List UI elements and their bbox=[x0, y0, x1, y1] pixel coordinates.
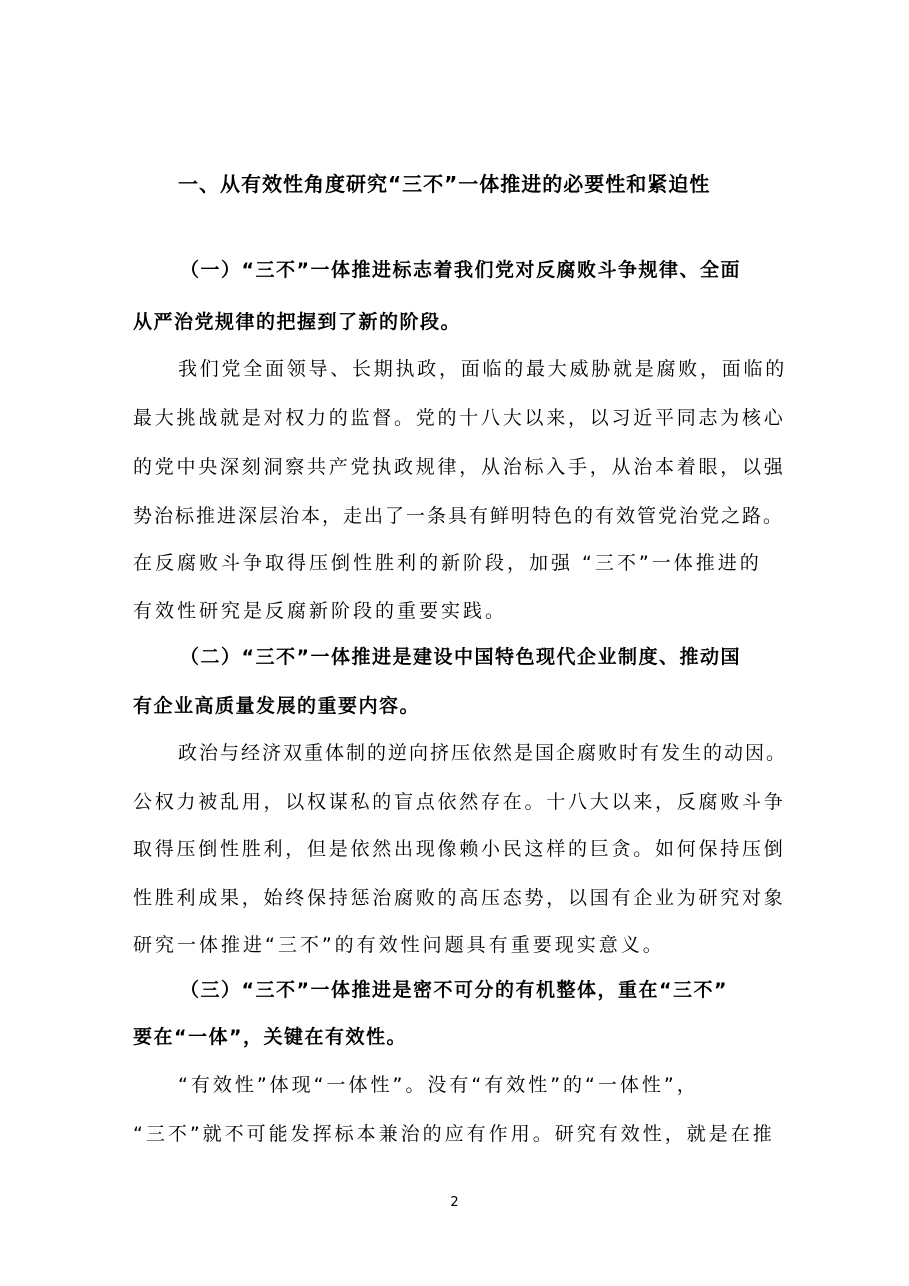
paragraph-line: 取得压倒性胜利，但是依然出现像赖小民这样的巨贪。如何保持压倒 bbox=[133, 838, 786, 860]
paragraph-line: 最大挑战就是对权力的监督。党的十八大以来，以习近平同志为核心 bbox=[133, 407, 786, 429]
page-number: 2 bbox=[450, 1195, 459, 1210]
paragraph-line: 的党中央深刻洞察共产党执政规律，从治标入手，从治本着眼，以强 bbox=[133, 456, 786, 478]
paragraph-line: 政治与经济双重体制的逆向挤压依然是国企腐败时有发生的动因。 bbox=[178, 742, 788, 764]
subheading-line: （二）“三不”一体推进是建设中国特色现代企业制度、推动国 bbox=[180, 646, 741, 668]
paragraph-line: 公权力被乱用，以权谋私的盲点依然存在。十八大以来，反腐败斗争 bbox=[133, 791, 786, 813]
subheading-line: 从严治党规律的把握到了新的阶段。 bbox=[133, 311, 462, 333]
paragraph-line: 势治标推进深层治本，走出了一条具有鲜明特色的有效管党治党之路。 bbox=[133, 505, 785, 527]
paragraph-line: 性胜利成果，始终保持惩治腐败的高压态势，以国有企业为研究对象 bbox=[133, 887, 786, 909]
subheading-line: （三）“三不”一体推进是密不可分的有机整体，重在“三不” bbox=[180, 979, 728, 1001]
paragraph-line: 我们党全面领导、长期执政，面临的最大威胁就是腐败，面临的 bbox=[178, 358, 788, 380]
subheading-line: （一）“三不”一体推进标志着我们党对反腐败斗争规律、全面 bbox=[180, 259, 741, 281]
subheading-line: 有企业高质量发展的重要内容。 bbox=[133, 695, 421, 717]
paragraph-line: 研究一体推进“三不”的有效性问题具有重要现实意义。 bbox=[133, 934, 665, 956]
paragraph-line: 有效性研究是反腐新阶段的重要实践。 bbox=[133, 600, 508, 622]
section-title: 一、从有效性角度研究“三不”一体推进的必要性和紧迫性 bbox=[178, 172, 711, 196]
paragraph-line: “三不”就不可能发挥标本兼治的应有作用。研究有效性，就是在推 bbox=[133, 1123, 775, 1145]
subheading-line: 要在“一体”，关键在有效性。 bbox=[133, 1026, 407, 1048]
paragraph-line: “有效性”体现“一体性”。没有“有效性”的“一体性”， bbox=[178, 1074, 699, 1096]
paragraph-line: 在反腐败斗争取得压倒性胜利的新阶段，加强 “三不”一体推进的 bbox=[133, 552, 762, 574]
